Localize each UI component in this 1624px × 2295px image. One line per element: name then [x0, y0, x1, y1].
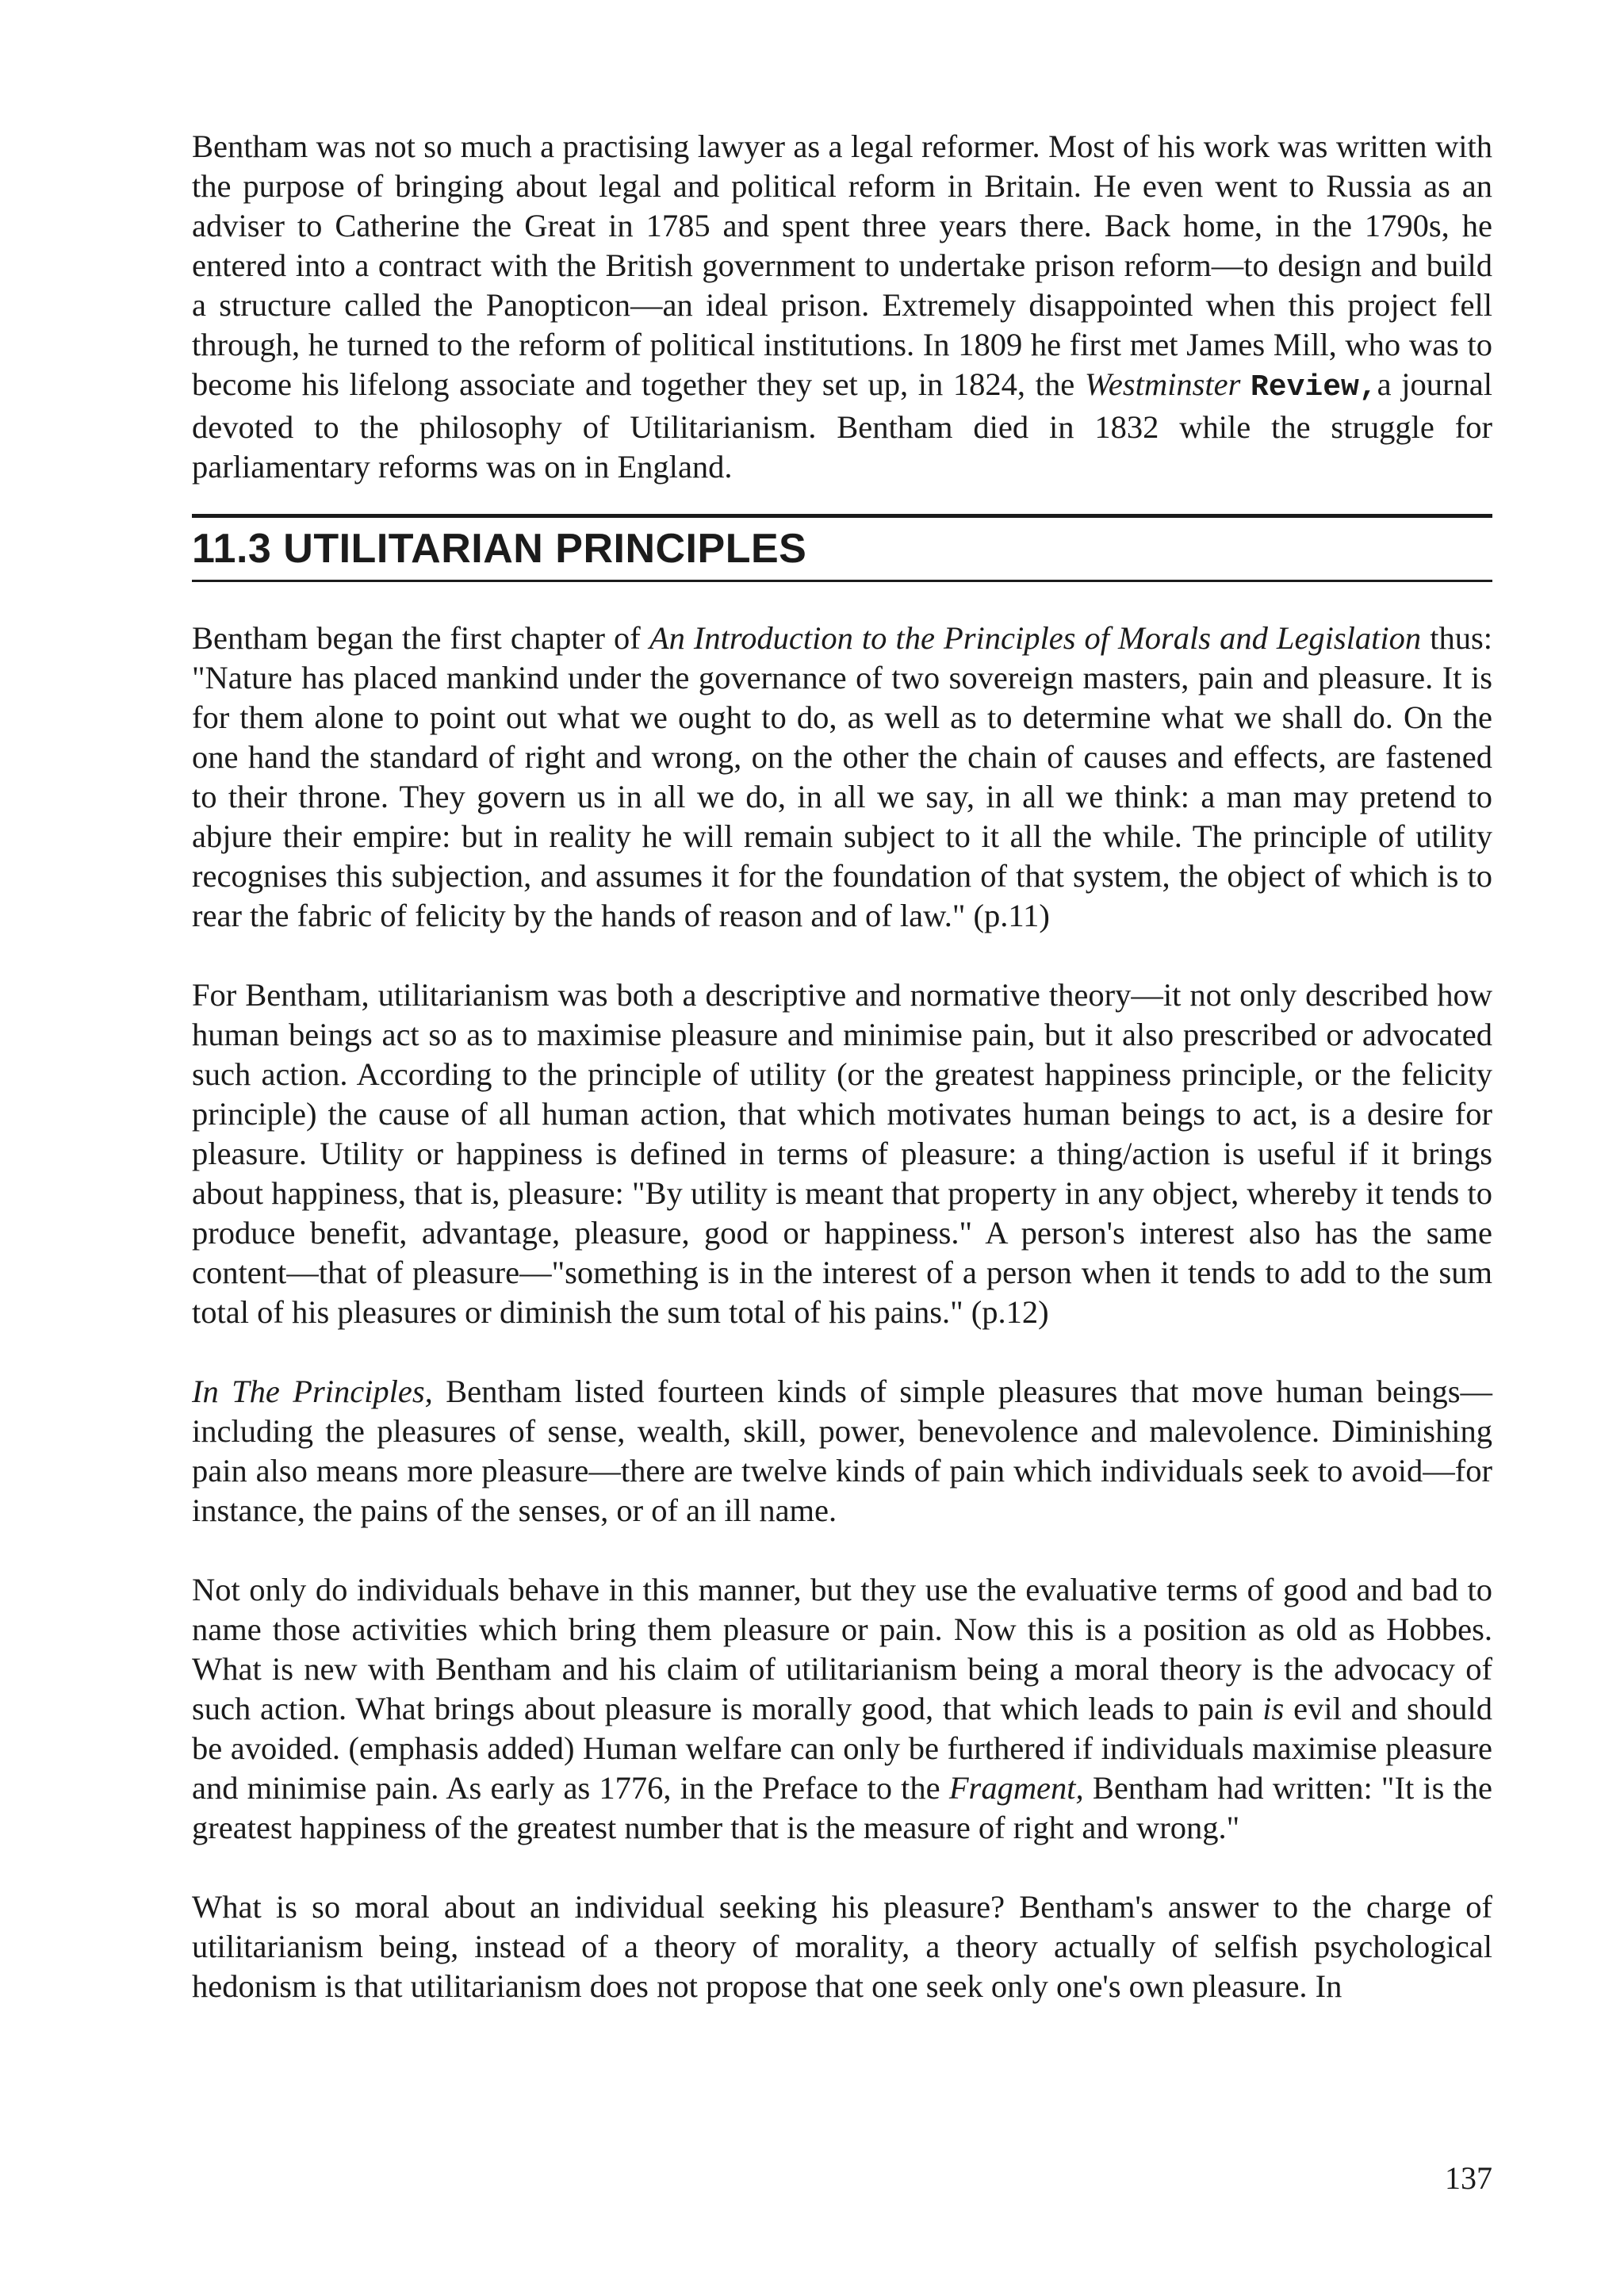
- fragment-title: Fragment,: [948, 1770, 1084, 1806]
- intro-text: Bentham was not so much a practising lawyer as a legal reformer. Most of his work was written with the purpose of bringing about legal and political reform in Britain. He even went to Russia as an adviser to Catherine the Great in 1785 and spent three years there. Back home, in the 1790s, he entered into a contract with the British government to undertake prison reform—to design and build a structure called the Panopticon—an ideal prison. Extremely disappointed when this project fell through, he turned to the reform of political institutions. In 1809 he first met James Mill, who was to become his lifelong associate and together they set up, in 1824, the: [192, 128, 1492, 402]
- paragraph-5: What is so moral about an individual seeking his pleasure? Bentham's answer to the charge of utilitarianism being, instead of a theory of morality, a theory actually of selfish psychological hedonism is that utilitarianism does not propose that one seek only one's own pleasure. In: [192, 1889, 1492, 2004]
- paragraph-4-emphasis: is: [1262, 1691, 1285, 1726]
- journal-title-bold: Review,: [1251, 370, 1377, 404]
- paragraph-2: For Bentham, utilitarianism was both a descriptive and normative theory—it not only described how human beings act so as to maximise pleasure and minimise pain, but it also prescribed or advocated such action. According to the principle of utility (or the greatest happiness principle, or the felicity principle) the cause of all human action, that which motivates human beings to act, is a desire for pleasure. Utility or happiness is defined in terms of pleasure: a thing/action is useful if it brings about happiness, that is, pleasure: "By utility is meant that property in any object, whereby it tends to produce benefit, advantage, pleasure, good or happiness." A person's interest also has the same content—that of pleasure—"something is in the interest of a person when it tends to add to the sum total of his pleasures or diminish the sum total of his pains." (p.12): [192, 977, 1492, 1330]
- paragraph-gap: [192, 936, 1492, 975]
- paragraph-4-quote: Bentham had written: "It is the greatest happiness of the greatest number that is the measure of right and wrong.": [192, 1770, 1492, 1845]
- intro-text-end: a journal devoted to the philosophy of Utilitarianism. Bentham died in 1832 while the struggle for parliamentary reforms was on in England.: [192, 366, 1492, 485]
- paragraph-1-quote: thus: "Nature has placed mankind under the governance of two sovereign masters, pain and pleasure. It is for them alone to point out what we ought to do, as well as to determine what we shall do. On the one hand the standard of right and wrong, on the other the chain of causes and effects, are fastened to their throne. They govern us in all we do, in all we say, in all we think: a man may pretend to abjure their empire: but in reality he will remain subject to it all the while. The principle of utility recognises this subjection, and assumes it for the foundation of that system, the object of which is to rear the fabric of felicity by the hands of reason and of law." (p.11): [192, 620, 1493, 933]
- journal-title-italic: Westminster: [1084, 366, 1241, 402]
- page-number: 137: [1445, 2160, 1492, 2196]
- paragraph-1: [192, 619, 1492, 936]
- paragraph-3: [192, 1372, 1492, 1531]
- paragraph-gap: [192, 1848, 1492, 1887]
- paragraph-4-text-cont: evil and should be avoided. (emphasis added) Human welfare can only be furthered if individuals maximise pleasure and minimise pain. As early as 1776, in the Preface to the: [192, 1691, 1492, 1806]
- paragraph-gap: [192, 1531, 1492, 1570]
- paragraph-4: [192, 1570, 1492, 1848]
- intro-paragraph: [192, 127, 1492, 487]
- paragraph-1-text: Bentham began the first chapter of: [192, 620, 649, 656]
- heading-bottom-rule: [192, 580, 1492, 582]
- section-heading: 11.3 UTILITARIAN PRINCIPLES: [192, 526, 807, 572]
- page-content: [192, 127, 1492, 2006]
- paragraph-3-text: Bentham listed fourteen kinds of simple pleasures that move human beings—including the pleasures of sense, wealth, skill, power, benevolence and malevolence. Diminishing pain also means more pleasure—there are twelve kinds of pain which individuals seek to avoid—for instance, the pains of the senses, or of an ill name.: [192, 1374, 1492, 1528]
- paragraph-3-italic-lead: In The Principles,: [192, 1374, 433, 1409]
- section-heading-block: [192, 514, 1492, 582]
- paragraph-4-text: Not only do individuals behave in this manner, but they use the evaluative terms of good and bad to name those activities which bring them pleasure or pain. Now this is a position as old as Hobbes. What is new with Bentham and his claim of utilitarianism being a moral theory is the advocacy of such action. What brings about pleasure is morally good, that which leads to pain: [192, 1572, 1492, 1726]
- paragraph-gap: [192, 1332, 1492, 1372]
- book-title: An Introduction to the Principles of Morals and Legislation: [649, 620, 1422, 656]
